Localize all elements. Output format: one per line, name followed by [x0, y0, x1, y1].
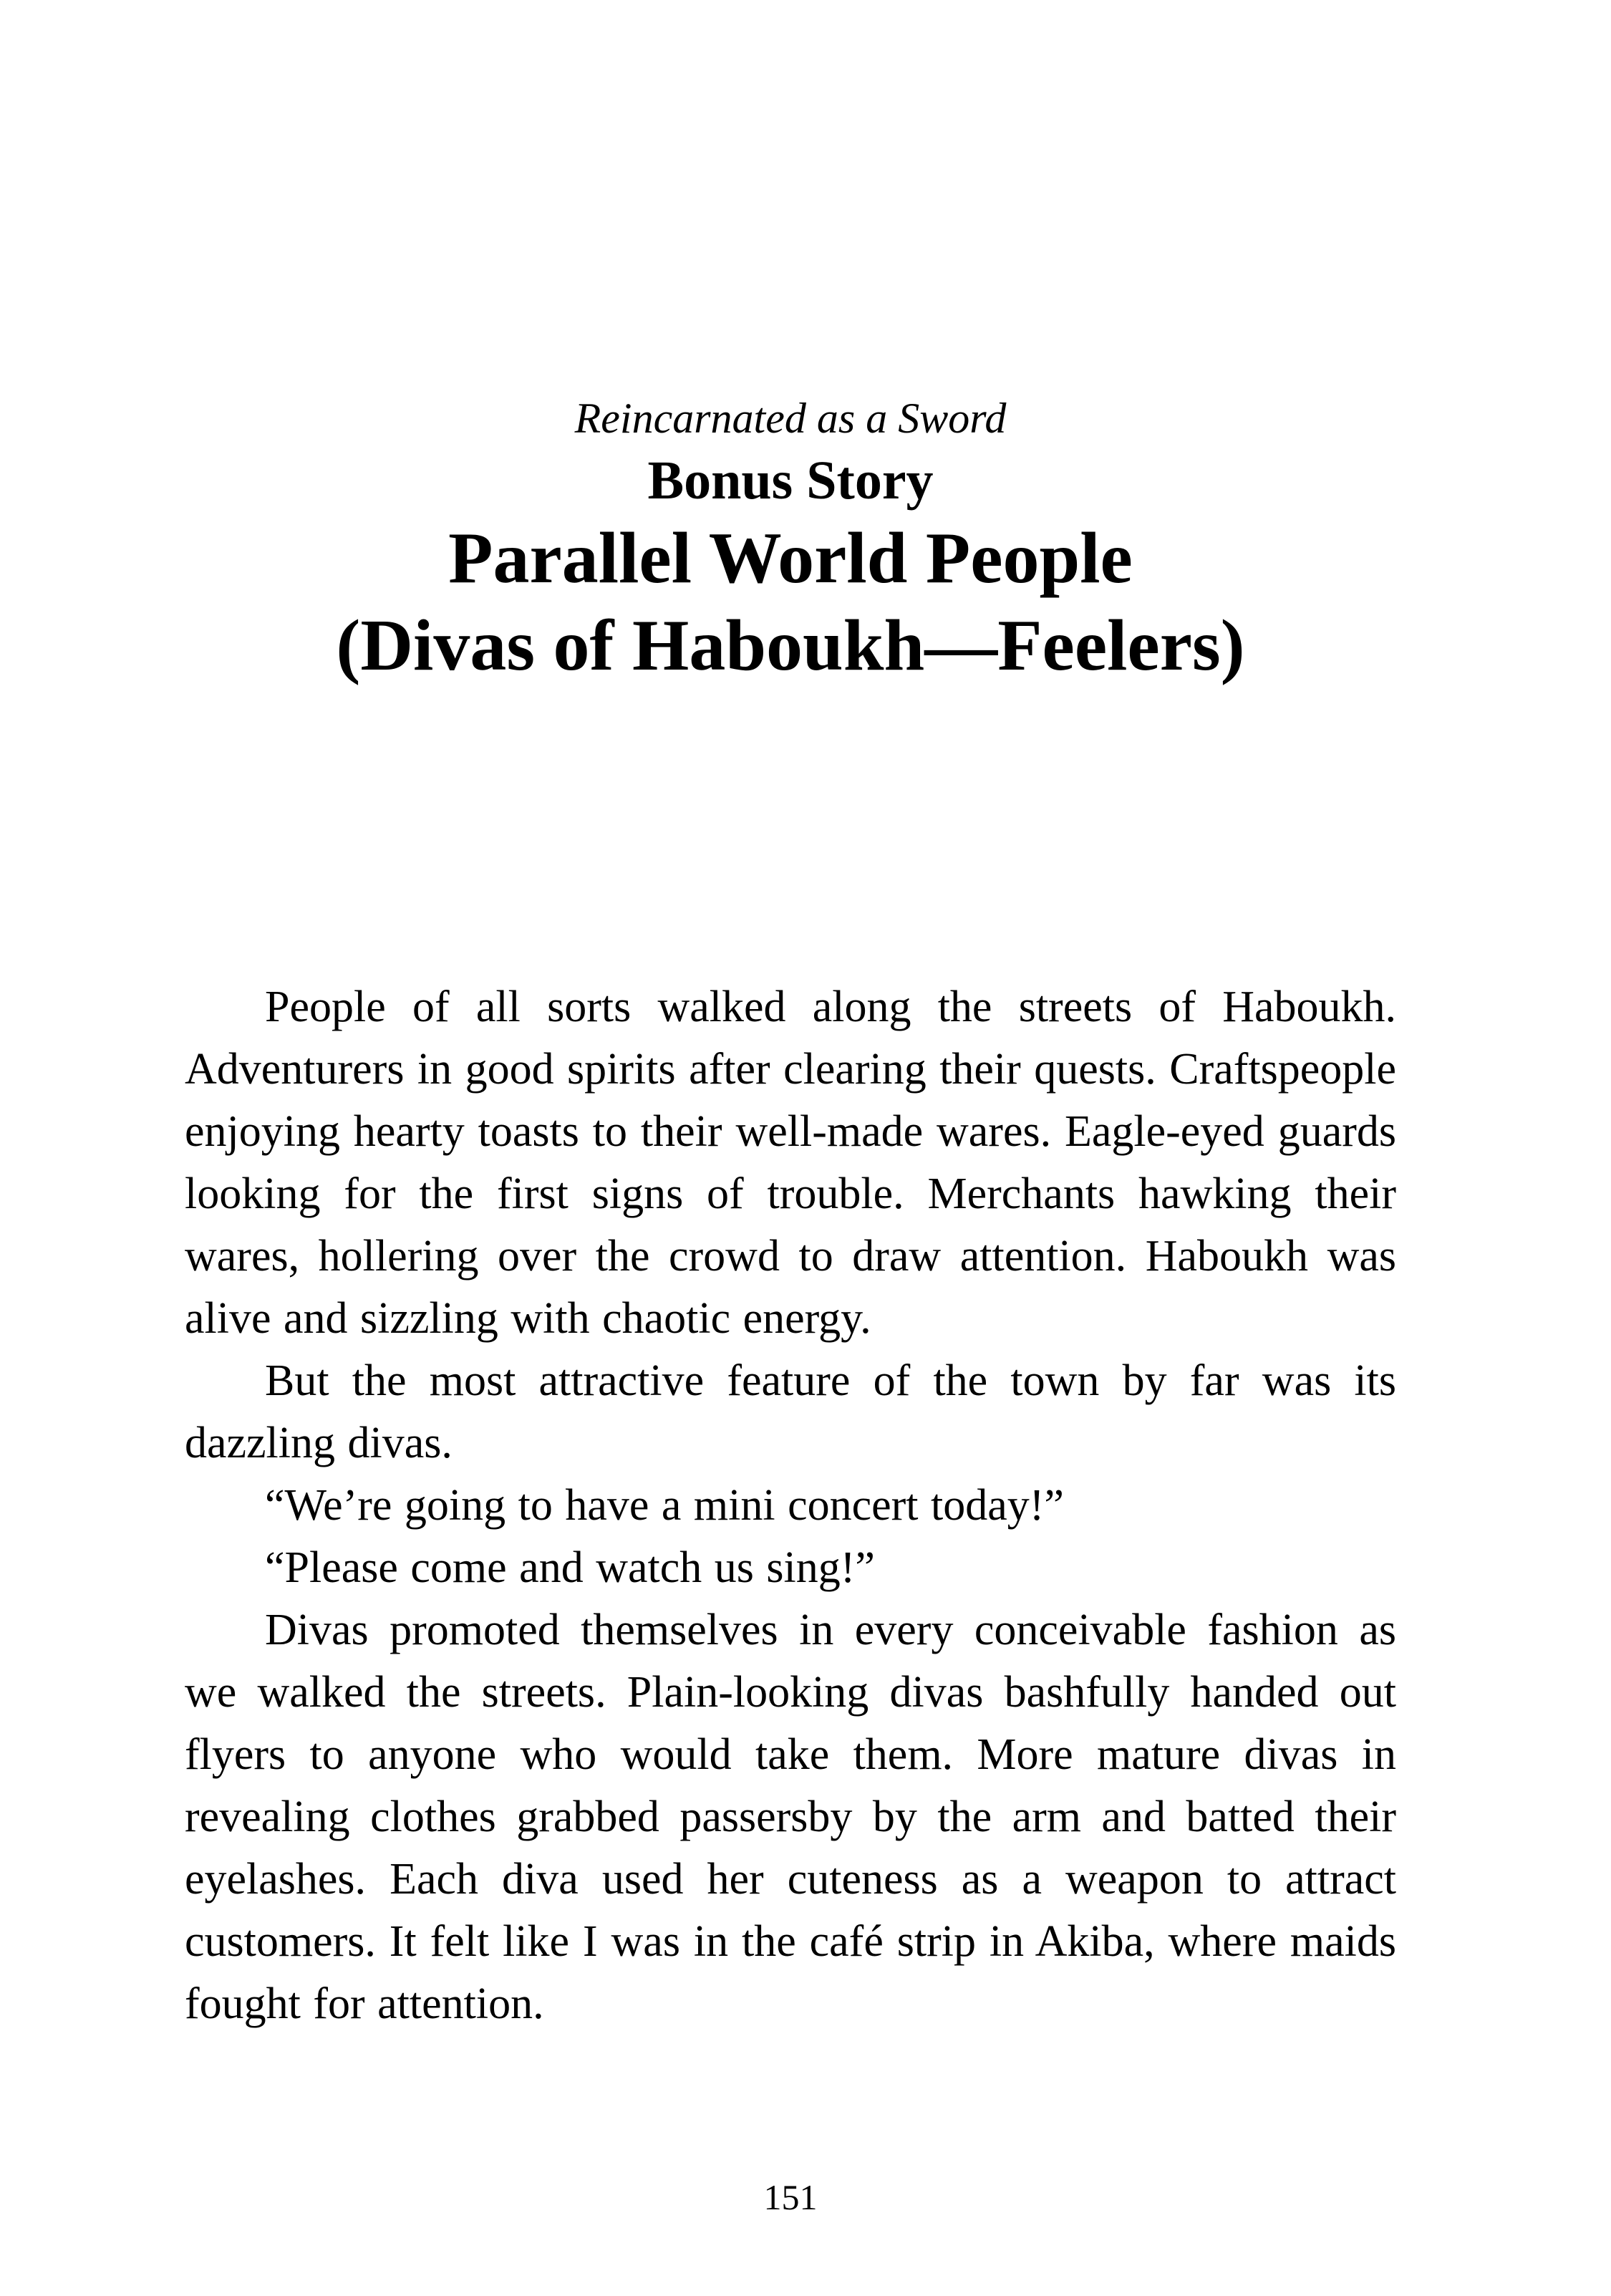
paragraph-1: People of all sorts walked along the streets of Haboukh. Adventurers in good spirits after clearing their quests. Craftspeople enjoying hearty toasts to their well-made wares. Eagle-eyed guards looking for the first signs of trouble. Merchants hawking their wares, hollering over the crowd to draw attention. Haboukh was alive and sizzling with chaotic energy. — [185, 983, 1396, 1343]
series-title: Reincarnated as a Sword — [574, 395, 1007, 442]
paragraph-4-dialogue: “Please come and watch us sing!” — [265, 1543, 875, 1592]
page-number: 151 — [763, 2177, 818, 2217]
body-text — [185, 976, 1396, 2035]
paragraph-3-dialogue: “We’re going to have a mini concert today!” — [265, 1481, 1064, 1530]
chapter-header — [185, 390, 1396, 690]
paragraph-5: Divas promoted themselves in every conceivable fashion as we walked the streets. Plain-looking divas bashfully handed out flyers to anyone who would take them. More mature divas in revealing clothes grabbed passersby by the arm and batted their eyelashes. Each diva used her cuteness as a weapon to attract customers. It felt like I was in the café strip in Akiba, where maids fought for attention. — [185, 1606, 1396, 2028]
chapter-title-line-2: (Divas of Haboukh—Feelers) — [336, 605, 1245, 686]
chapter-title-line-1: Parallel World People — [448, 518, 1133, 599]
story-type-heading: Bonus Story — [647, 450, 934, 511]
paragraph-2: But the most attractive feature of the town by far was its dazzling divas. — [185, 1356, 1396, 1467]
